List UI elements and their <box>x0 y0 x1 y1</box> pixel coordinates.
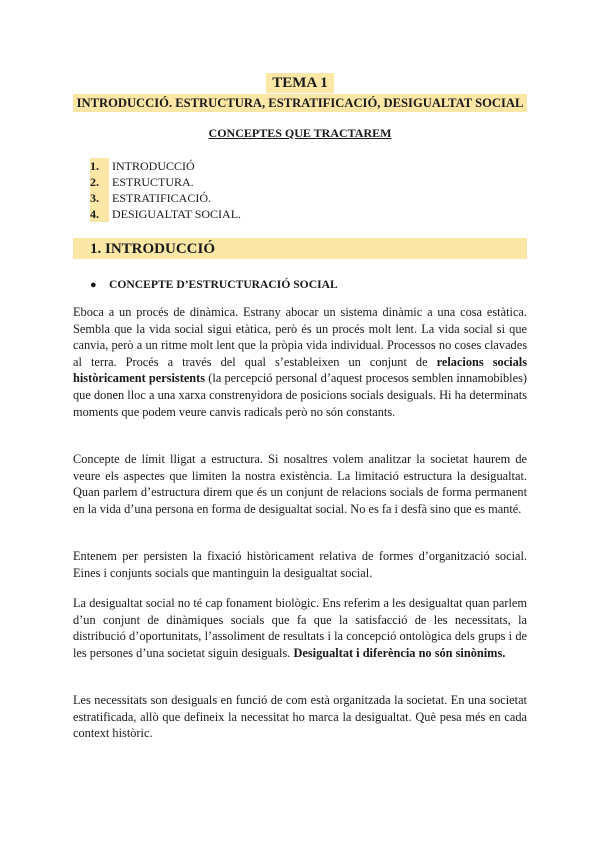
paragraph-3: Entenem per persisten la fixació històricament relativa de formes d’organització social. Eines i conjunts socials que mantinguin la desigualtat social. <box>73 549 527 580</box>
bullet-text: CONCEPTE D’ESTRUCTURACIÓ SOCIAL <box>109 278 338 291</box>
bullet-item <box>90 275 338 293</box>
section-title: 1. INTRODUCCIÓ <box>90 241 216 257</box>
paragraph-5: Les necessitats son desiguals en funció de com està organitzada la societat. En una societat estratificada, allò que defineix la necessitat ho marca la desigualtat. Què pesa més en cada context històric. <box>73 693 527 741</box>
paragraph-bold-text: Desigualtat i diferència no són sinònims. <box>293 645 506 660</box>
document-subtitle: INTRODUCCIÓ. ESTRUCTURA, ESTRATIFICACIÓ, DESIGUALTAT SOCIAL <box>73 94 528 112</box>
concepts-list-item <box>90 174 241 190</box>
concepts-list-item <box>90 206 241 222</box>
paragraph-2: Concepte de límit lligat a estructura. Si nosaltres volem analitzar la societat haurem de veure els aspectes que limiten la nostra existència. La limitació estructura la desigualtat. Quan parlem d’estructura direm que és un conjunt de relacions socials de forma permanent en la vida d’una persona en forma de desigualtat social. No es fa i desfà sino que es manté. <box>73 452 527 516</box>
paragraph-4 <box>73 595 527 661</box>
concepts-list-item <box>90 158 241 174</box>
paragraph-1 <box>73 304 527 420</box>
paragraph-text: La desigualtat social no té cap fonament biològic. Ens referim a les desigualtat quan parlem d’un conjunt de dinàmiques socials que fa que la satisfacció de les necessitats, la distribució d’oportunitats, l’assoliment de resultats i la concepció ontològica dels grups i de les persones d’una societat siguin desiguals. <box>73 596 527 660</box>
list-number: 1. <box>90 158 109 174</box>
list-label: DESIGUALTAT SOCIAL. <box>112 207 242 221</box>
list-label: ESTRATIFICACIÓ. <box>112 191 212 205</box>
document-title: TEMA 1 <box>266 73 333 93</box>
list-label: INTRODUCCIÓ <box>112 159 195 173</box>
list-number: 3. <box>90 190 109 206</box>
list-label: ESTRUCTURA. <box>112 175 194 189</box>
concepts-heading: CONCEPTES QUE TRACTAREM <box>208 126 392 140</box>
bullet-dot-icon: ● <box>90 279 97 291</box>
list-number: 4. <box>90 206 109 222</box>
concepts-list-item <box>90 190 241 206</box>
concepts-list <box>90 158 241 222</box>
list-number: 2. <box>90 174 109 190</box>
paragraph-text: Eboca a un procés de dinàmica. Estrany abocar un sistema dinàmic a una cosa estàtica. Sembla que la vida social sigui etàtica, però és un procés molt lent. La vida social si que canvia, però a un ritme molt lent que la pròpia vida individual. Processos no coses clavades al terra. Procés a través del qual s’estableixen un conjunt de <box>73 305 527 369</box>
paragraph-text: (la percepció personal d’aquest procesos semblen innamobibles) que donen lloc a una xarxa constrenyidora de posicions socials desiguals. Hi ha determinats moments que podem veure canvis radicals però no són constants. <box>73 371 527 419</box>
paragraph-bold-text: relacions socials històricament persistents <box>73 354 527 386</box>
document-header <box>0 73 600 112</box>
